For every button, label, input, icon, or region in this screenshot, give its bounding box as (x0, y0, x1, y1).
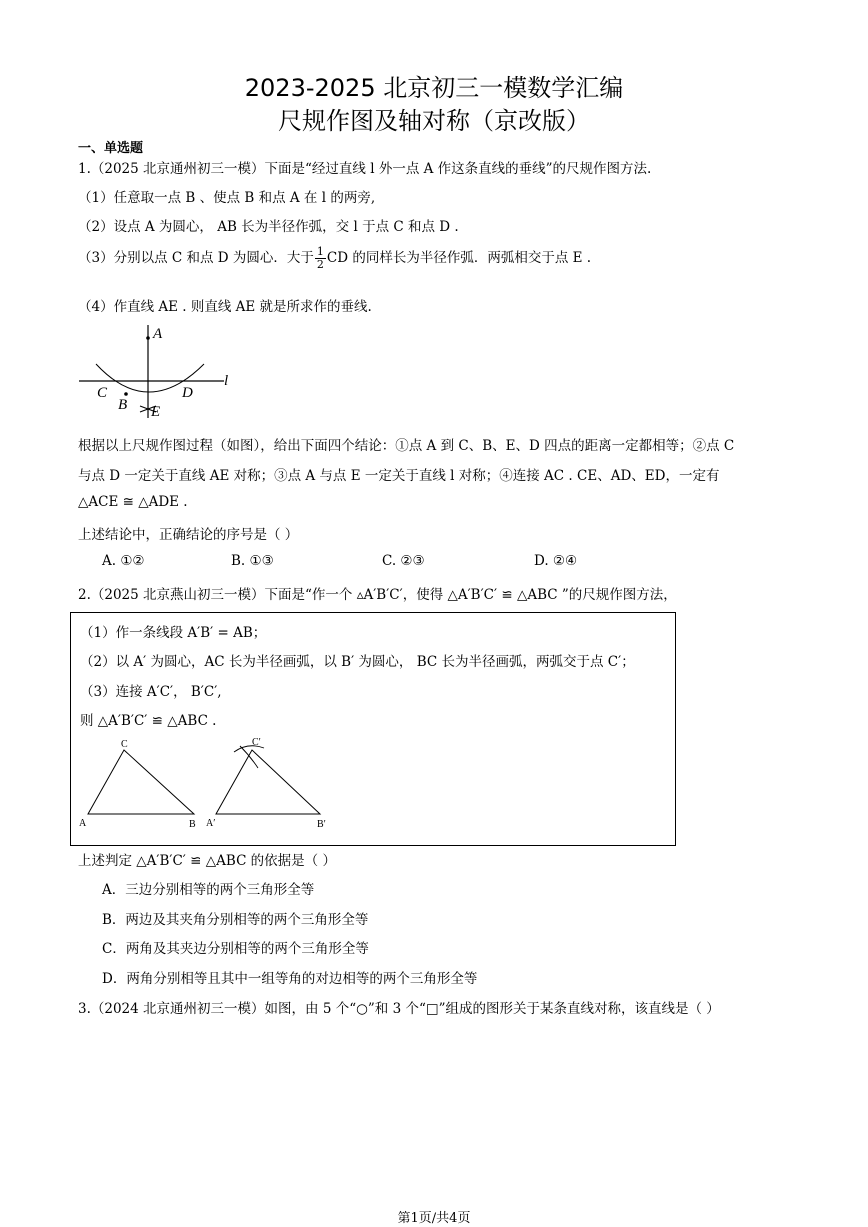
q2-option-c: C．两角及其夹边分别相等的两个三角形全等 (102, 941, 369, 957)
q1-stem: 1.（2025 北京通州初三一模）下面是“经过直线 l 外一点 A 作这条直线的垂线”的尺规作图方法. (78, 161, 652, 177)
fraction-one-half: $\frac{1}{2}$ (316, 245, 324, 271)
label-C: C (121, 739, 128, 750)
section-heading: 一、单选题 (78, 141, 144, 156)
q2-stem: 2.（2025 北京燕山初三一模）下面是“作一个 ▵A′B′C′，使得 △A′B′C′ ≌ △ABC ”的尺规作图方法， (78, 587, 677, 603)
q1-step3-pre: （3）分别以点 C 和点 D 为圆心．大于 (78, 250, 314, 266)
q1-analysis-line2: 与点 D 一定关于直线 AE 对称；③点 A 与点 E 一定关于直线 l 对称；④连接 AC . CE、AD、ED，一定有 (78, 468, 720, 484)
q2-option-b: B．两边及其夹角分别相等的两个三角形全等 (102, 912, 369, 928)
q1-step4: （4）作直线 AE . 则直线 AE 就是所求作的垂线. (78, 299, 372, 315)
label-B: B (118, 397, 128, 413)
document-title-line2: 尺规作图及轴对称（京改版） (278, 107, 590, 135)
q1-step3-post: CD 的同样长为半径作弧．两弧相交于点 E . (326, 250, 592, 266)
q1-option-d: D. ②④ (534, 553, 578, 569)
q2-step3: （3）连接 A′C′， B′C′, (80, 684, 222, 700)
q2-step1: （1）作一条线段 A′B′ = AB； (80, 625, 267, 641)
q1-analysis-line3: △ACE ≅ △ADE . (78, 494, 188, 510)
page-number: 第1页/共4页 (397, 1211, 471, 1226)
document-title-line1: 2023-2025 北京初三一模数学汇编 (244, 74, 624, 102)
label-E: E (151, 404, 161, 420)
q1-option-b: B. ①③ (231, 553, 274, 569)
label-A: A (153, 326, 163, 342)
q1-question: 上述结论中，正确结论的序号是（ ） (78, 527, 299, 543)
label-D: D (182, 385, 193, 401)
q1-construction-figure (74, 320, 244, 422)
q1-option-c: C. ②③ (382, 553, 425, 569)
label-B2: B′ (317, 819, 326, 830)
q2-conclusion: 则 △A′B′C′ ≌ △ABC . (80, 713, 217, 729)
q1-step3 (78, 246, 591, 271)
q2-option-a: A．三边分别相等的两个三角形全等 (102, 882, 315, 898)
q2-triangles-figure (76, 734, 336, 834)
triangle-A2B2C2 (216, 750, 320, 814)
label-C: C (97, 385, 108, 401)
point-A (146, 336, 150, 340)
q2-option-d: D．两角分别相等且其中一组等角的对边相等的两个三角形全等 (102, 971, 478, 987)
label-A2: A′ (206, 818, 216, 829)
label-B: B (189, 819, 196, 830)
q1-step1: （1）任意取一点 B 、使点 B 和点 A 在 l 的两旁, (78, 190, 376, 206)
q2-question: 上述判定 △A′B′C′ ≌ △ABC 的依据是（ ） (78, 853, 336, 869)
q1-analysis-line1: 根据以上尺规作图过程（如图），给出下面四个结论：①点 A 到 C、B、E、D 四点的距离一定都相等；②点 C (78, 438, 735, 454)
q2-step2: （2）以 A′ 为圆心，AC 长为半径画弧，以 B′ 为圆心， BC 长为半径画弧，两弧交于点 C′； (80, 654, 635, 670)
label-A: A (79, 818, 87, 829)
label-l: l (224, 373, 229, 389)
label-C2: C′ (252, 737, 261, 748)
point-B (124, 392, 128, 396)
triangle-ABC (88, 750, 194, 814)
arc-from-B2 (240, 746, 258, 768)
q1-option-a: A. ①② (102, 553, 145, 569)
q3-stem: 3.（2024 北京通州初三一模）如图，由 5 个“○”和 3 个“□”组成的图形关于某条直线对称，该直线是（ ） (78, 1001, 720, 1017)
q1-step2: （2）设点 A 为圆心， AB 长为半径作弧，交 l 于点 C 和点 D . (78, 219, 459, 235)
